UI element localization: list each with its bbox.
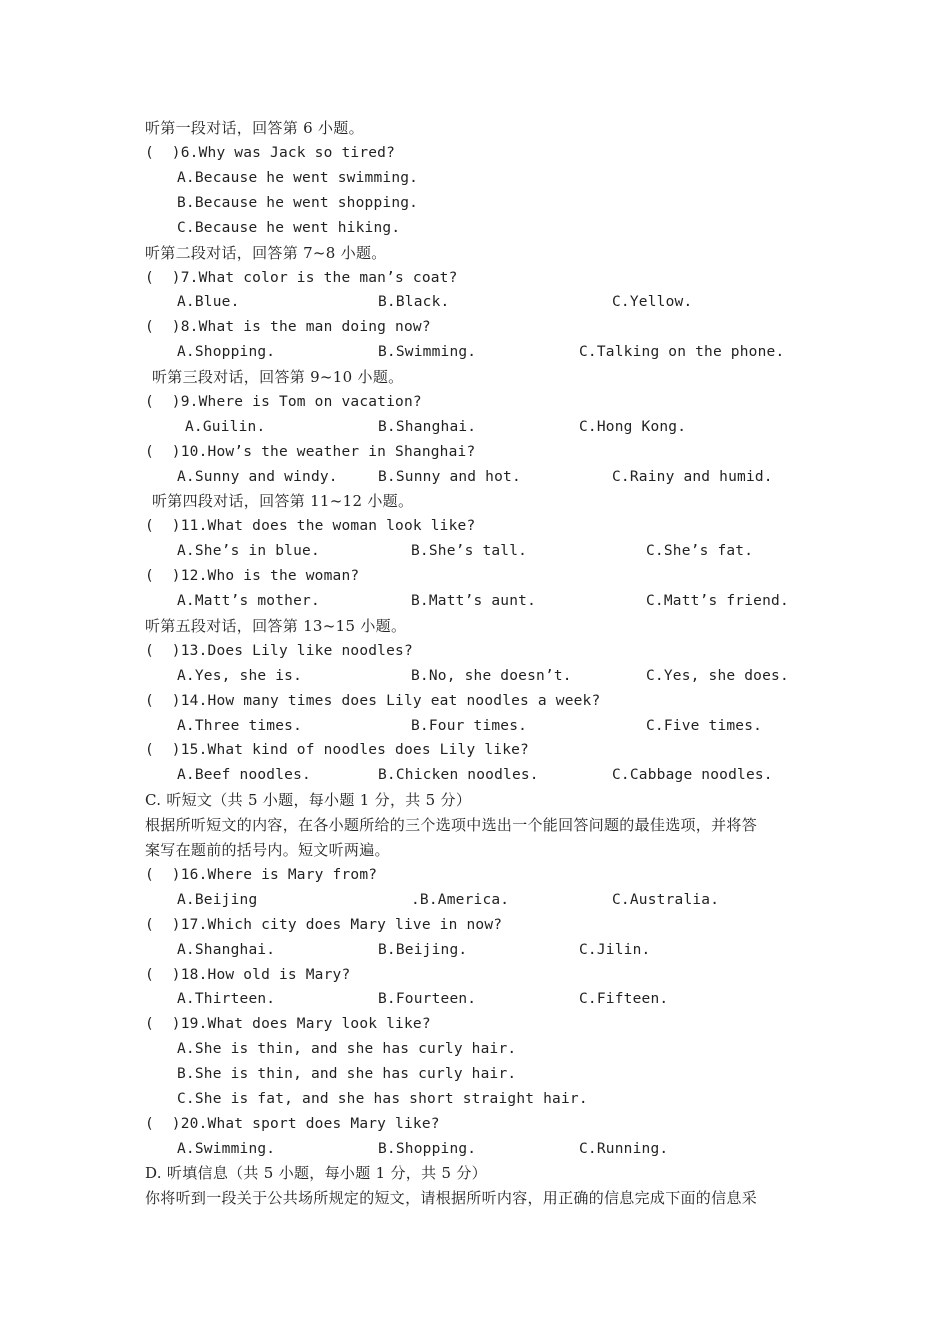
question-17-option-c: C.Jilin.: [579, 942, 651, 958]
question-18-option-b: B.Fourteen.: [378, 991, 477, 1007]
question-13-option-c: C.Yes, she does.: [646, 668, 789, 684]
question-16-option-b: .B.America.: [411, 892, 510, 908]
question-7-stem: ( )7.What color is the man’s coat?: [145, 270, 458, 286]
question-19-option-b: B.She is thin, and she has curly hair.: [177, 1066, 517, 1082]
question-17-option-a: A.Shanghai.: [177, 942, 276, 958]
section-d-title: D. 听填信息（共 5 小题，每小题 1 分，共 5 分）: [145, 1164, 487, 1182]
question-12-option-b: B.Matt’s aunt.: [411, 593, 537, 609]
question-20-option-b: B.Shopping.: [378, 1141, 477, 1157]
question-20-stem: ( )20.What sport does Mary like?: [145, 1116, 440, 1132]
section-c-title: C. 听短文（共 5 小题，每小题 1 分，共 5 分）: [145, 791, 472, 809]
question-10-stem: ( )10.How’s the weather in Shanghai?: [145, 444, 476, 460]
question-8-stem: ( )8.What is the man doing now?: [145, 319, 431, 335]
question-15-option-b: B.Chicken noodles.: [378, 767, 539, 783]
question-12-option-c: C.Matt’s friend.: [646, 593, 789, 609]
question-11-option-c: C.She’s fat.: [646, 543, 754, 559]
question-7-option-a: A.Blue.: [177, 294, 240, 310]
question-15-option-c: C.Cabbage noodles.: [612, 767, 773, 783]
question-8-option-a: A.Shopping.: [177, 344, 276, 360]
question-18-stem: ( )18.How old is Mary?: [145, 967, 351, 983]
question-6-option-a: A.Because he went swimming.: [177, 170, 419, 186]
section-heading-3: 听第三段对话，回答第 9~10 小题。: [152, 368, 404, 386]
question-9-option-a: A.Guilin.: [185, 419, 266, 435]
question-13-option-b: B.No, she doesn’t.: [411, 668, 572, 684]
question-14-option-b: B.Four times.: [411, 718, 528, 734]
question-16-option-a: A.Beijing: [177, 892, 258, 908]
question-12-stem: ( )12.Who is the woman?: [145, 568, 360, 584]
section-heading-4: 听第四段对话，回答第 11~12 小题。: [152, 492, 414, 510]
question-17-stem: ( )17.Which city does Mary live in now?: [145, 917, 503, 933]
question-18-option-c: C.Fifteen.: [579, 991, 669, 1007]
question-9-option-b: B.Shanghai.: [378, 419, 477, 435]
question-15-option-a: A.Beef noodles.: [177, 767, 311, 783]
question-15-stem: ( )15.What kind of noodles does Lily like?: [145, 742, 529, 758]
section-heading-5: 听第五段对话，回答第 13~15 小题。: [145, 617, 407, 635]
question-14-option-c: C.Five times.: [646, 718, 763, 734]
question-20-option-a: A.Swimming.: [177, 1141, 276, 1157]
question-10-option-a: A.Sunny and windy.: [177, 469, 338, 485]
question-18-option-a: A.Thirteen.: [177, 991, 276, 1007]
question-6-stem: ( )6.Why was Jack so tired?: [145, 145, 396, 161]
question-13-stem: ( )13.Does Lily like noodles?: [145, 643, 413, 659]
question-16-option-c: C.Australia.: [612, 892, 720, 908]
section-heading-1: 听第一段对话，回答第 6 小题。: [145, 119, 364, 137]
question-16-stem: ( )16.Where is Mary from?: [145, 867, 378, 883]
question-11-option-b: B.She’s tall.: [411, 543, 528, 559]
question-19-option-a: A.She is thin, and she has curly hair.: [177, 1041, 517, 1057]
question-9-option-c: C.Hong Kong.: [579, 419, 687, 435]
question-10-option-c: C.Rainy and humid.: [612, 469, 773, 485]
question-14-stem: ( )14.How many times does Lily eat noodles a week?: [145, 693, 601, 709]
question-17-option-b: B.Beijing.: [378, 942, 468, 958]
section-heading-2: 听第二段对话，回答第 7~8 小题。: [145, 244, 387, 262]
question-11-stem: ( )11.What does the woman look like?: [145, 518, 476, 534]
section-c-instruction-line-2: 案写在题前的括号内。短文听两遍。: [145, 841, 390, 859]
question-20-option-c: C.Running.: [579, 1141, 669, 1157]
section-c-instruction-line-1: 根据所听短文的内容，在各小题所给的三个选项中选出一个能回答问题的最佳选项，并将答: [145, 816, 758, 834]
question-8-option-b: B.Swimming.: [378, 344, 477, 360]
section-d-instruction: 你将听到一段关于公共场所规定的短文，请根据所听内容，用正确的信息完成下面的信息采: [145, 1189, 758, 1207]
question-6-option-b: B.Because he went shopping.: [177, 195, 419, 211]
question-12-option-a: A.Matt’s mother.: [177, 593, 320, 609]
question-19-stem: ( )19.What does Mary look like?: [145, 1016, 431, 1032]
question-6-option-c: C.Because he went hiking.: [177, 220, 401, 236]
question-9-stem: ( )9.Where is Tom on vacation?: [145, 394, 422, 410]
question-8-option-c: C.Talking on the phone.: [579, 344, 785, 360]
question-11-option-a: A.She’s in blue.: [177, 543, 320, 559]
question-7-option-c: C.Yellow.: [612, 294, 693, 310]
question-10-option-b: B.Sunny and hot.: [378, 469, 521, 485]
question-7-option-b: B.Black.: [378, 294, 450, 310]
question-19-option-c: C.She is fat, and she has short straight hair.: [177, 1091, 588, 1107]
question-13-option-a: A.Yes, she is.: [177, 668, 303, 684]
question-14-option-a: A.Three times.: [177, 718, 303, 734]
